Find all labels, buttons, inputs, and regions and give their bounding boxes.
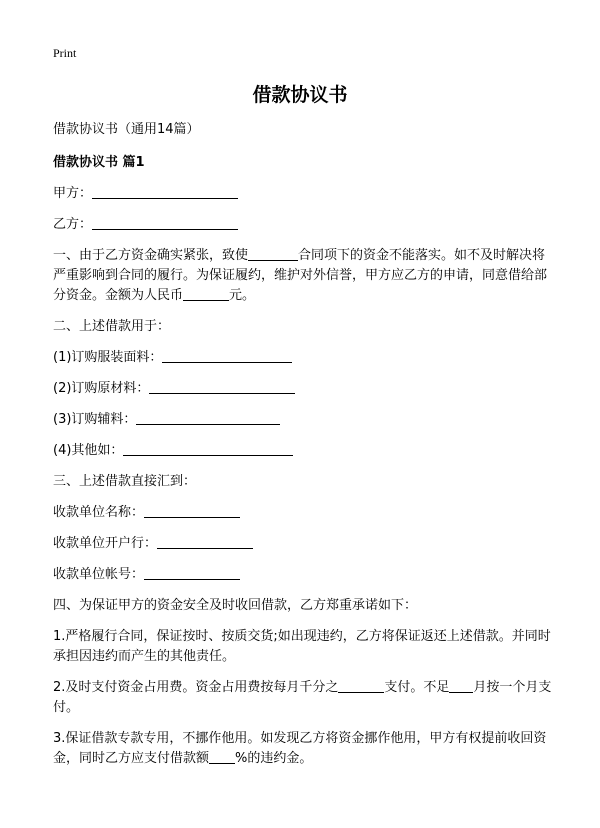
payee-list	[53, 503, 553, 585]
promise-3-percent-blank	[209, 749, 235, 764]
party-a-blank	[92, 184, 238, 199]
section-heading: 借款协议书 篇1	[53, 155, 145, 170]
clause-1-amount-blank	[183, 286, 229, 301]
use-item-blank	[123, 441, 293, 456]
clause-1	[53, 246, 553, 306]
clause-4-heading: 四、为保证甲方的资金安全及时收回借款，乙方郑重承诺如下：	[53, 598, 418, 613]
payee-account-line	[53, 565, 553, 585]
promise-2	[53, 678, 553, 718]
clause-1-text-c: 元。	[229, 288, 256, 303]
promise-3-text-b: %的违约金。	[235, 751, 313, 766]
payee-label: 收款单位开户行：	[53, 536, 158, 551]
payee-blank	[144, 503, 240, 518]
payee-blank	[157, 534, 253, 549]
clause-1-blank-a	[248, 246, 298, 261]
use-item-label: (4)其他如：	[53, 443, 124, 458]
use-item-blank	[162, 348, 292, 363]
party-b-label: 乙方：	[53, 217, 93, 232]
use-item-4	[53, 441, 553, 461]
use-item-label: (2)订购原材料：	[53, 381, 150, 396]
party-a-line	[53, 184, 553, 204]
use-item-1	[53, 348, 553, 368]
promise-2-text-c: 月按一个月支付。	[53, 680, 552, 715]
payee-blank	[144, 565, 240, 580]
clause-2-heading: 二、上述借款用于：	[53, 319, 171, 334]
promise-2-rate-blank	[338, 678, 384, 693]
use-item-blank	[149, 379, 295, 394]
use-item-label: (3)订购辅料：	[53, 412, 137, 427]
use-item-3	[53, 410, 553, 430]
use-item-blank	[136, 410, 280, 425]
use-item-2	[53, 379, 553, 399]
print-link[interactable]: Print	[53, 46, 77, 60]
use-item-label: (1)订购服装面料：	[53, 350, 163, 365]
clause-3-heading: 三、上述借款直接汇到：	[53, 474, 197, 489]
page-title: 借款协议书	[252, 84, 348, 106]
payee-label: 收款单位名称：	[53, 505, 145, 520]
clause-1-text-a: 一、由于乙方资金确实紧张，致使	[53, 248, 249, 263]
document-subtitle: 借款协议书（通用14篇）	[53, 122, 200, 137]
payee-name-line	[53, 503, 553, 523]
promise-2-text-a: 2.及时支付资金占用费。资金占用费按每月千分之	[53, 680, 339, 695]
payee-bank-line	[53, 534, 553, 554]
clause-1-text-b: 合同项下的资金不能落实。如不及时解决将严重影响到合同的履行。为保证履约，维护对外信誉，甲方应乙方的申请，同意借给部分资金。金额为人民币	[53, 248, 548, 303]
party-a-label: 甲方：	[53, 186, 93, 201]
promise-3	[53, 729, 553, 769]
uses-list	[53, 348, 553, 461]
payee-label: 收款单位帐号：	[53, 567, 145, 582]
party-b-blank	[92, 215, 238, 230]
document-body	[53, 120, 553, 780]
promise-2-text-b: 支付。不足	[384, 680, 450, 695]
party-b-line	[53, 215, 553, 235]
promise-2-month-blank	[449, 678, 473, 693]
promise-3-text-a: 3.保证借款专款专用，不挪作他用。如发现乙方将资金挪作他用，甲方有权提前收回资金，同时乙方应支付借款额	[53, 731, 547, 766]
promise-1: 1.严格履行合同，保证按时、按质交货;如出现违约，乙方将保证返还上述借款。并同时承担因违约而产生的其他责任。	[53, 629, 551, 664]
